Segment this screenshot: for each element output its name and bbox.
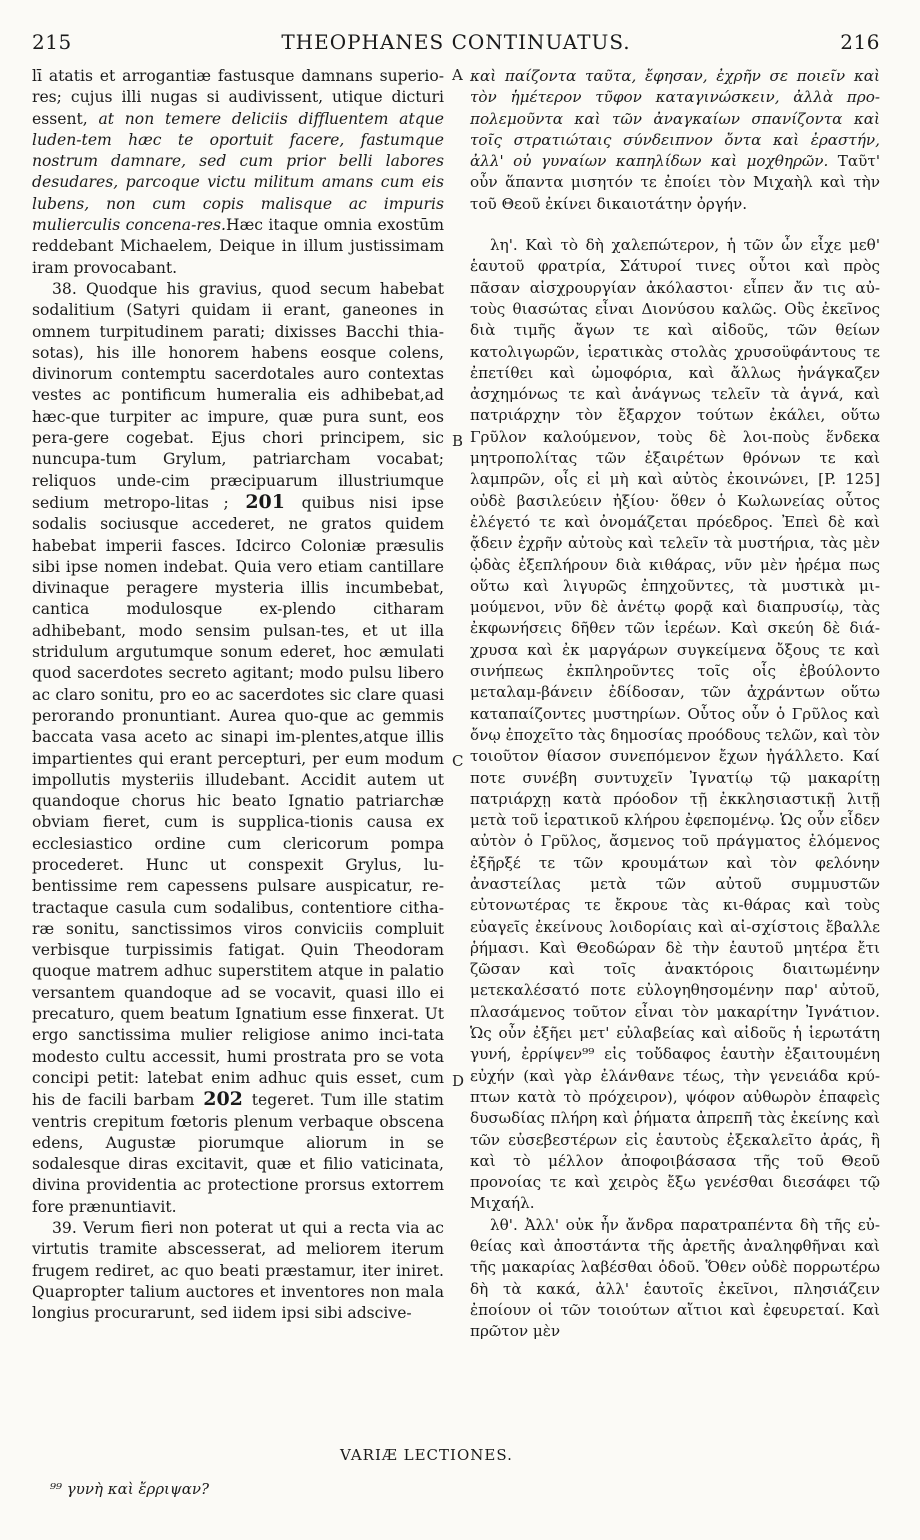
greek-paragraph-39: λθ'. Ἀλλ' οὐκ ἦν ἄνδρα παρατραπέντα δὴ τῆς εὐ-θείας καὶ ἀποστάντα τῆς ἀρετῆς ἀναληφθῆναι καὶ τῆς μακαρίας λαβέσθαι ὁδοῦ. Ὅθεν οὐδὲ πορρωτέρω δὴ τὰ κακά, ἀλλ' ἑαυτοῖς ἐκεῖνοι, πλησιάζειν ἐποίουν οἱ τῶν τοιούτων αἴτιοι καὶ ἐφευρεταί. Καὶ πρῶτον μὲν (470, 1215, 880, 1341)
latin-column (32, 66, 444, 1325)
running-header (32, 30, 880, 64)
latin-text: quibus nisi ipse sodalis sociusque accederet, ne gratos quidem habebat imperii fasces. Idcirco Coloniæ præsulis sibi ipse nomen indebat. Quia vero etiam cantillare divinaque peragere mysteria illis incumbebat, cantica modulosque ex-plendo citharam adhibebant, modo sensim pulsan-tes, et ut illa stridulum argutumque sonum ederet, hoc æmulati quod sacerdotes secreto agitant; modo pulsu libero ac claro sonitu, pro eo ac sacerdotes sic clare quasi perorando pronuntiant. Aurea quo-que ac gemmis baccata vasa aceto ac sinapi im-plentes,atque illis impartientes qui erant percepturi, per eum modum impollutis mysteriis illudebant. Accidit autem ut quandoque chorus hic beato Ignatio patriarchæ obviam fieret, cum is supplica-tionis causa ex ecclesiastico ordine cum clericorum pompa procederet. Hunc ut conspexit Grylus, lu-bentissime rem capessens pulsare auspicatur, re-tractaque casula cum sodalibus, contentiore citha-ræ sonitu, sanctissimos viros conviciis compluit verbisque turpissimis fatigat. Quin Theodoram quoque matrem adhuc superstitem atque in palatio versantem quandoque ad se vocavit, quasi illo ei precaturo, quem beatum Ignatium esse finxerat. Ut ergo sanctissima mulier religiose animo inci-tata modesto cultu accessit, humi prostrata pro se vota concipi petit: latebat enim adhuc quis esset, cum his de facili barbam (32, 493, 444, 1110)
latin-text: tegeret. Tum ille statim ventris crepitum fœtoris plenum verbaque obscena edens, Augustæ piorumque aliorum in se sodalesque diras excitavit, quæ et filio vaticinata, divina providentia ac protectione prorsus extorrem fore prænuntiavit. (32, 1091, 444, 1216)
greek-column (470, 66, 880, 1343)
footnote: ⁹⁹ γυνὴ καὶ ἔρριψαν? (50, 1480, 209, 1498)
variae-lectiones-heading: VARIÆ LECTIONES. (340, 1446, 513, 1464)
latin-paragraph-38 (32, 279, 444, 1218)
left-page-number: 215 (32, 30, 72, 54)
greek-paragraph-38: λη'. Καὶ τὸ δὴ χαλεπώτερον, ἡ τῶν ὧν εἶχε μεθ' ἑαυτοῦ φρατρία, Σάτυροί τινες οὗτοι καὶ πρὸς πᾶσαν αἰσχρουργίαν ἀκόλαστοι· εἶπεν ἄν τις αὐ-τοὺς θιασώτας εἶναι Διονύσου καλῶς. Οὓς ἐκεῖνος διὰ τιμῆς ἄγων τε καὶ αἰδοῦς, τῶν θείων κατολιγωρῶν, ἱερατικὰς στολὰς χρυσοϋφάντους τε ἐπετίθει καὶ ὠμοφόρια, καὶ ἄλλως ἠνάγκαζεν ἀσχημόνως τε καὶ ἀνάγνως τελεῖν τὰ ἁγνά, καὶ πατριάρχην τὸν ἔξαρχον τούτων ἐκάλει, οὕτω Γρῦλον καλούμενον, τοὺς δὲ λοι-ποὺς ἕνδεκα μητροπολίτας τῶν ἐξαιρέτων θρόνων τε καὶ λαμπρῶν, οἷς εἰ μὴ καὶ αὐτὸς ἐκοινώνει, [P. 125] οὐδὲ βασιλεύειν ἠξίου· ὅθεν ὁ Κωλωνείας οὗτος ἐλέγετό τε καὶ ὀνομάζεται πρόεδρος. Ἐπεὶ δὲ καὶ ᾄδειν ἐχρῆν αὐτοὺς καὶ τελεῖν τὰ μυστήρια, τὰς μὲν ᾠδὰς ἐξεπλήρουν διὰ κιθάρας, νῦν μὲν ἠρέμα πως οὕτω καὶ λιγυρῶς ἐπηχοῦντες, τὰ μυστικὰ μι-μούμενοι, νῦν δὲ ἀνέτῳ φορᾷ καὶ διαπρυσίῳ, τὰς ἐκφωνήσεις δῆθεν τῶν ἱερέων. Καὶ σκεύη δὲ διά-χρυσα καὶ ἐκ μαργάρων συγκείμενα ὄξους τε καὶ σινήπεως ἐκπληροῦντες τοῖς οἷς ἐβούλοντο μεταλαμ-βάνειν ἐδίδοσαν, τῶν ἀχράντων οὕτω καταπαίζοντες μυστηρίων. Οὗτος οὖν ὁ Γρῦλος καὶ ὄνῳ ἐποχεῖτο τὰς δημοσίας προόδους τελῶν, καὶ τὸν τοιοῦτον θίασον συνεπόμενον ἔχων ἠγάλλετο. Καί ποτε συνέβη συντυχεῖν Ἰγνατίῳ τῷ μακαρίτῃ πατριάρχῃ κατὰ πρόοδον τῇ ἐκκλησιαστικῇ λιτῇ μετὰ τοῦ ἱερατικοῦ κλήρου ἐφεπομένῳ. Ὡς οὖν εἶδεν αὐτὸν ὁ Γρῦλος, ἄσμενος τοῦ πράγματος ἐλόμενος ἐξῆρξέ τε τῶν κρουμάτων καὶ τὸν φελόνην ἀναστείλας μετὰ τῶν αὐτοῦ συμμυστῶν εὐτονωτέρας τε ἔκρουε τὰς κι-θάρας καὶ τοὺς εὐαγεῖς ἐκείνους λοιδορίαις καὶ αἰ-σχίστοις ἔβαλλε ῥήμασι. Καὶ Θεοδώραν δὲ τὴν ἑαυτοῦ μητέρα ἔτι ζῶσαν καὶ τοῖς ἀνακτόροις διαιτωμένην μετεκαλέσατό ποτε εὐλογηθησομένην παρ' αὐτοῦ, πλασάμενος τοῦτον εἶναι τὸν μακαρίτην Ἰγνάτιον. Ὡς οὖν ἐξῆει μετ' εὐλαβείας καὶ αἰδοῦς ἡ ἱερωτάτη γυνή, ἐρρίψεν⁹⁹ εἰς τοὔδαφος ἑαυτὴν ἐξαιτουμένη εὐχήν (καὶ γὰρ ἐλάνθανε τέως, τὴν γενειάδα κρύ-πτων κατὰ τὸ πρόχειρον), ψόφον αὐθωρὸν ἐπαφεὶς δυσωδίας πλήρη καὶ ῥήματα ἀπρεπῆ τὰς ἐκείνης καὶ τῶν εὐσεβεστέρων εἰς ἑαυτοὺς ἐξεκαλεῖτο ἀράς, ἣ καὶ τὸ μέλλον ἀποφοιβάσασα τῆς τοῦ Θεοῦ προνοίας τε καὶ χειρὸς ἔξω γενέσθαι διεσάφει τῷ Μιχαήλ. (470, 236, 880, 1213)
greek-text: Ταῦτ' οὖν ἅπαντα μισητόν τε ἐποίει τὸν Μιχαὴλ καὶ τὴν τοῦ Θεοῦ ἐκίνει δικαιοτάτην ὀργήν. (470, 152, 880, 213)
running-title: THEOPHANES CONTINUATUS. (281, 30, 631, 54)
latin-italic-text: at non temere deliciis diffluentem atque luden-tem hæc te oportuit facere, fastumque nostrum damnare, sed cum prior belli labores desudares, parcoque victu militum amans cum eis lubens, non cum copis malisque ac impuris mulierculis concena-res. (32, 109, 445, 235)
margin-letter-b: B (452, 432, 464, 450)
margin-letter-c: C (452, 752, 464, 770)
latin-paragraph-39: 39. Verum fieri non poterat ut qui a recta via ac virtutis tramite abscesserat, ad meliorem iterum frugem rediret, ac quo beati præstamur, iter iniret. Quapropter talium auctores et inventores non mala longius procurarunt, sed iidem ipsi sibi adscive- (32, 1219, 444, 1323)
right-page-number: 216 (840, 30, 880, 54)
latin-text: Hæc itaque omnia exostūm reddebant Michaelem, Deique in illum justissimam iram provocabant. (32, 216, 444, 277)
margin-letter-d: D (452, 1072, 465, 1090)
greek-italic-text: καὶ παίζοντα ταῦτα, ἔφησαν, ἐχρῆν σε ποιεῖν καὶ τὸν ἡμέτερον τῦφον καταγινώσκειν, ἀλλὰ προ-πολεμοῦντα καὶ τῶν ἀναγκαίων σπανίζοντα καὶ τοῖς στρατιώταις σύνδειπνον ὄντα καὶ ἐραστήν, ἀλλ' οὐ γυναίων καπηλίδων καὶ μοχθηρῶν. (470, 67, 880, 171)
latin-text: 38. Quodque his gravius, quod secum habebat sodalitium (Satyri quidam ii erant, ganeones in omnem turpitudinem parati; dixisses Bacchi thia-sotas), his ille honorem habens eosque colens, divinorum contemptu sacerdotales auro contextas vestes ac pontificum humeralia eis adhibebat,ad hæc-que turpiter ac impure, quæ pura sunt, eos pera-gere cogebat. Ejus chori principem, sic nuncupa-tum Grylum, patriarcham vocabat; reliquos unde-cim præcipuarum illustriumque sedium metropo-litas ; (32, 279, 444, 512)
margin-letter-a: A (452, 66, 463, 84)
greek-paragraph-1 (470, 66, 880, 215)
page-reference: 201 (245, 490, 285, 513)
latin-paragraph-1 (32, 66, 444, 279)
page-reference: 202 (203, 1088, 243, 1111)
latin-text: lī atatis et arrogantiæ fastusque damnans superio-res; cujus illi nugas si audivissent, utique dicturi essent, (32, 67, 444, 128)
